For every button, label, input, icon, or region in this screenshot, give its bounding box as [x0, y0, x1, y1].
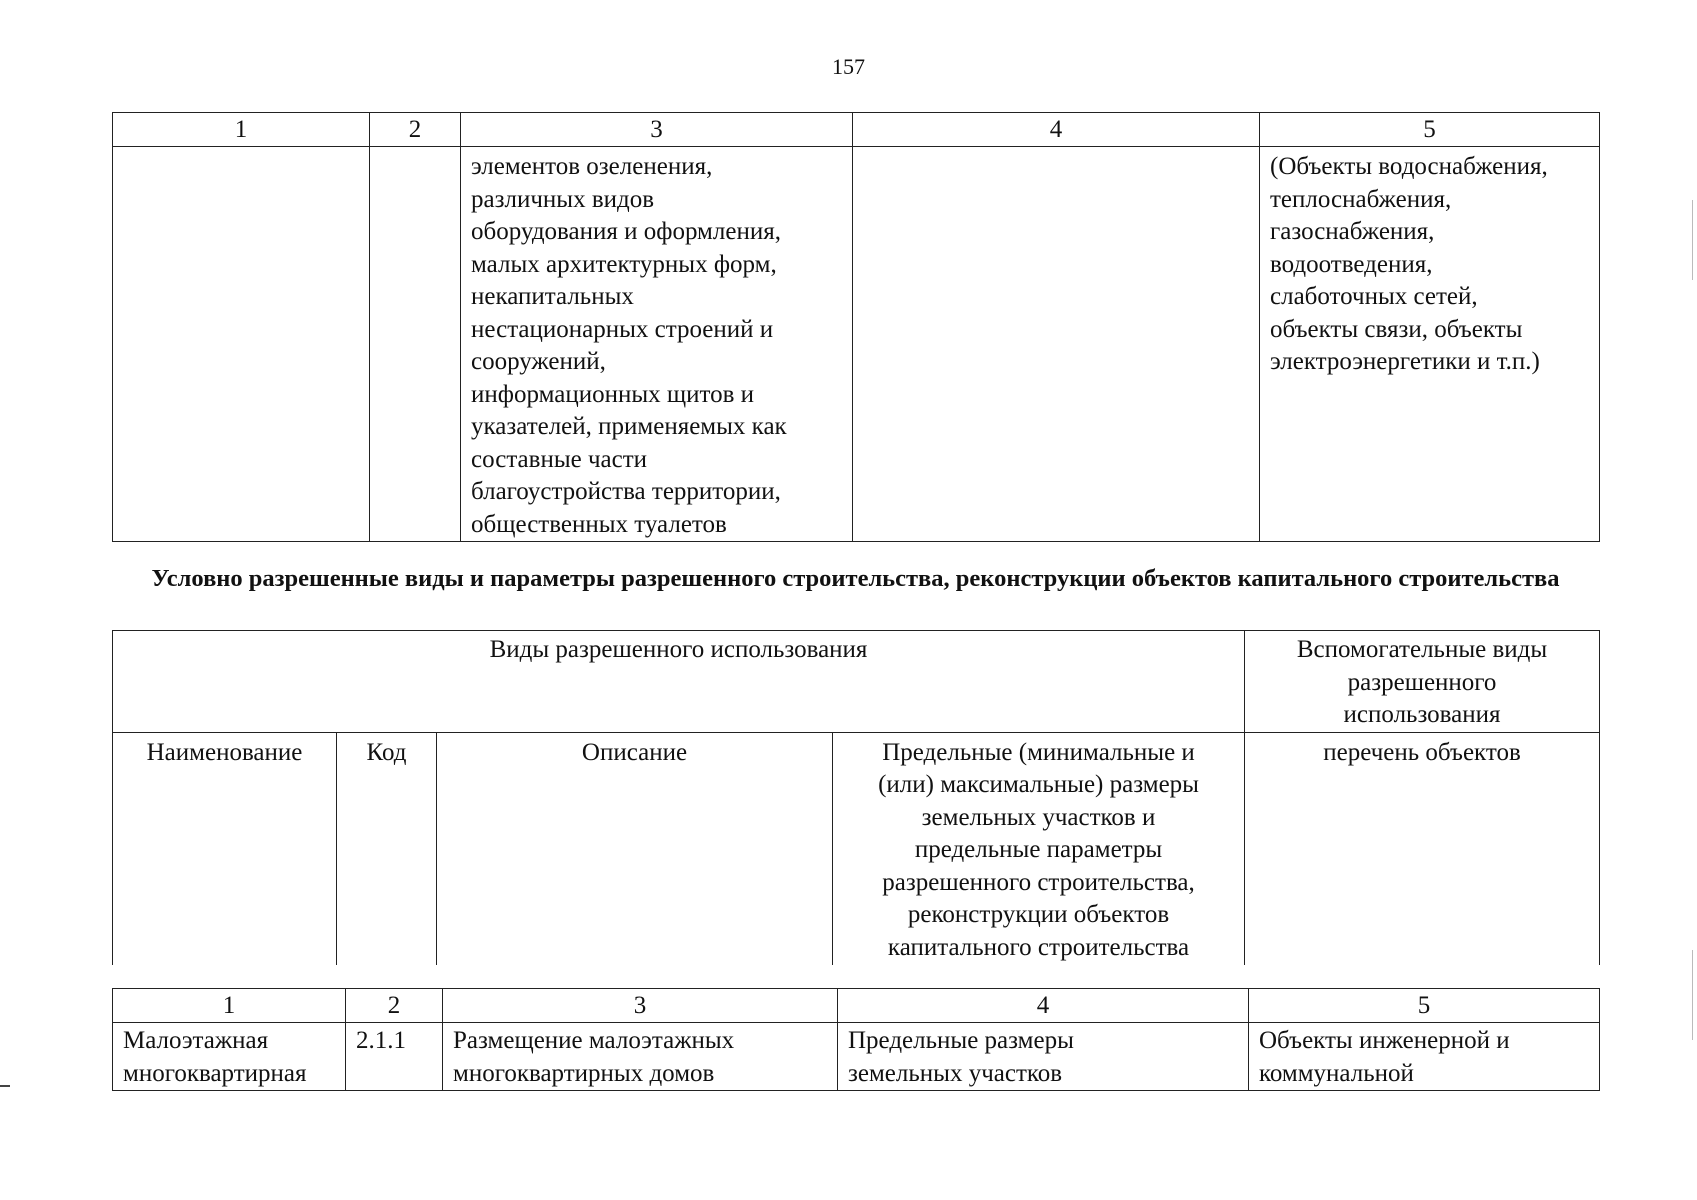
table-row	[113, 147, 1600, 542]
table-subheader-row	[113, 732, 1600, 965]
scan-artifact	[1692, 950, 1694, 1040]
column-number: 2	[370, 113, 461, 147]
scan-artifact	[1692, 200, 1694, 280]
column-number: 3	[461, 113, 853, 147]
column-number: 1	[113, 989, 346, 1023]
section-title: Условно разрешенные виды и параметры разрешенного строительства, реконструкции объектов капитального строительства	[151, 565, 1560, 592]
table-header-row	[113, 631, 1600, 733]
description-header: Описание	[437, 732, 833, 965]
table-cell: Объекты инженерной и коммунальной	[1249, 1023, 1600, 1091]
column-number: 4	[853, 113, 1260, 147]
data-table	[112, 988, 1600, 1091]
table-cell: Предельные размеры земельных участков	[838, 1023, 1249, 1091]
header-table	[112, 630, 1600, 965]
name-header: Наименование	[113, 732, 337, 965]
code-header: Код	[337, 732, 437, 965]
table-cell: элементов озеленения, различных видов оборудования и оформления, малых архитектурных форм, некапитальных нестационарных строений и сооружений, информационных щитов и указателей, применяемых как составные части благоустройства территории, общественных туалетов	[461, 147, 853, 542]
column-number: 4	[838, 989, 1249, 1023]
column-number: 1	[113, 113, 370, 147]
table-cell: 2.1.1	[346, 1023, 443, 1091]
column-number: 2	[346, 989, 443, 1023]
table-row	[113, 1023, 1600, 1091]
table-cell	[853, 147, 1260, 542]
aux-header: Вспомогательные виды разрешенного использования	[1245, 631, 1600, 733]
table-cell: (Объекты водоснабжения, теплоснабжения, газоснабжения, водоотведения, слаботочных сетей, объекты связи, объекты электроэнергетики и т.п.)	[1260, 147, 1600, 542]
table-cell: Размещение малоэтажных многоквартирных домов	[443, 1023, 838, 1091]
limits-header: Предельные (минимальные и (или) максимальные) размеры земельных участков и предельные параметры разрешенного строительства, реконструкции объектов капитального строительства	[833, 732, 1245, 965]
table-cell: Малоэтажная многоквартирная	[113, 1023, 346, 1091]
table-cell	[113, 147, 370, 542]
table-cell	[370, 147, 461, 542]
continuation-table	[112, 112, 1600, 542]
column-number: 5	[1249, 989, 1600, 1023]
column-number: 5	[1260, 113, 1600, 147]
objects-header: перечень объектов	[1245, 732, 1600, 965]
column-number: 3	[443, 989, 838, 1023]
table-header-row	[113, 113, 1600, 147]
table-header-row	[113, 989, 1600, 1023]
scan-artifact	[0, 1085, 10, 1087]
page-number: 157	[832, 54, 865, 79]
group-header: Виды разрешенного использования	[113, 631, 1245, 733]
